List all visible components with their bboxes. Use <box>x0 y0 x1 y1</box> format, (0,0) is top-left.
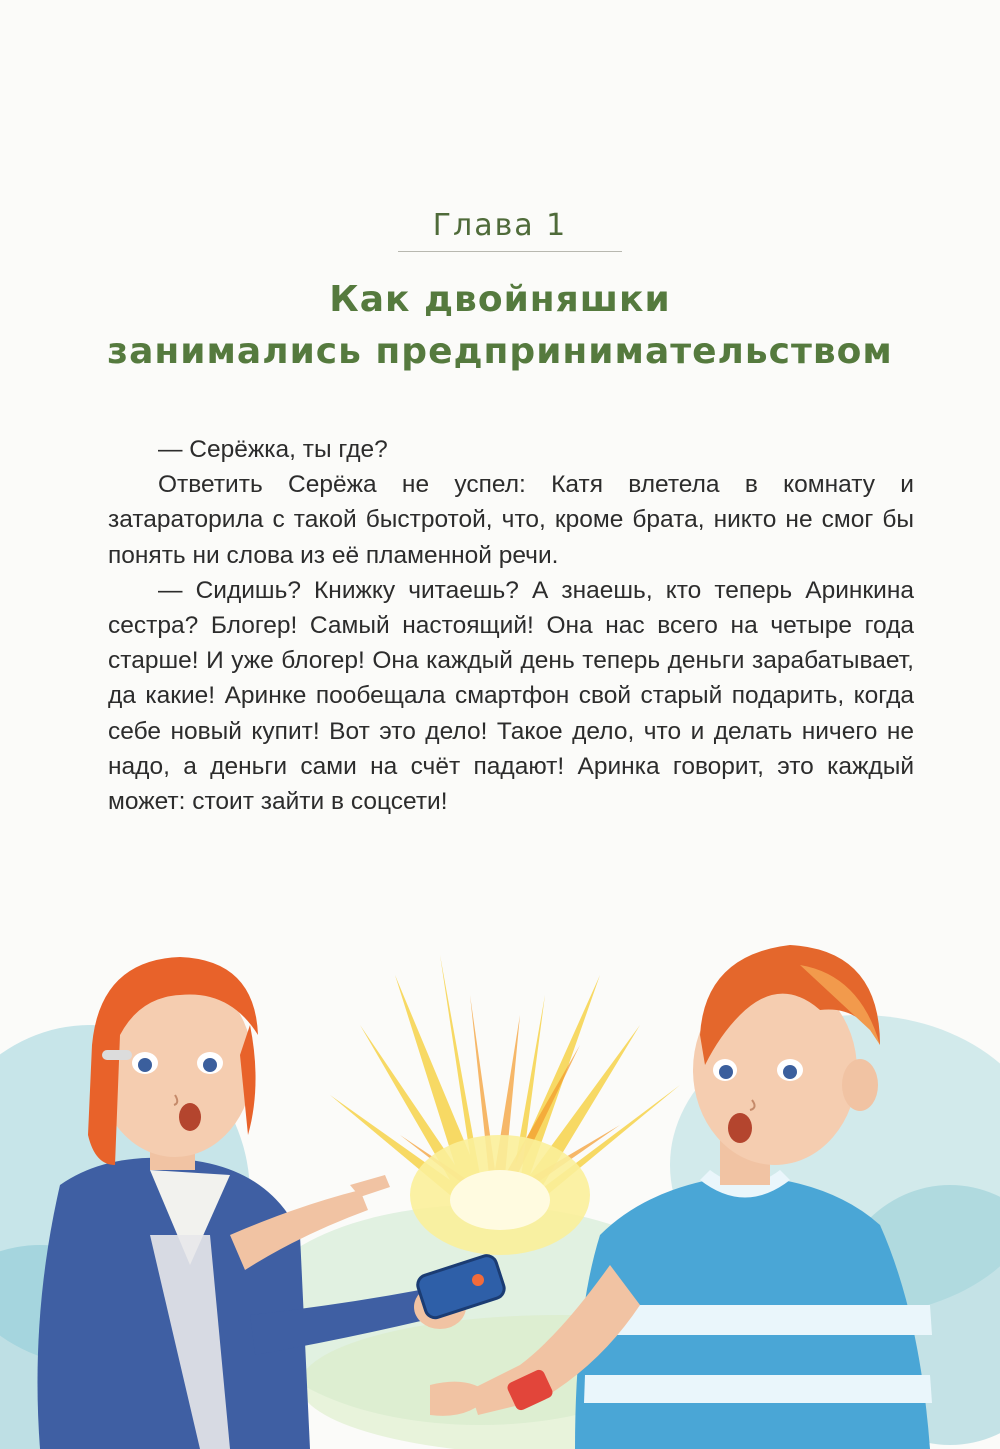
twins-illustration <box>0 935 1000 1449</box>
story-text <box>108 432 914 819</box>
chapter-title <box>0 274 1000 378</box>
chapter-title-line-1: Как двойняшки <box>329 279 671 320</box>
light-burst <box>330 955 680 1255</box>
paragraph-1: — Серёжка, ты где? <box>158 436 388 463</box>
paragraph-3: — Сидишь? Книжку читаешь? А знаешь, кто теперь Аринкина сестра? Блогер! Самый настоящий! Она нас всего на четыре года старше! И уже блогер! Она каждый день теперь деньги зарабатывает, да какие! Аринке пообещала смартфон свой старый подарить, когда себе новый купит! Вот это дело! Такое дело, что и делать ничего не надо, а деньги сами на счёт падают! Аринка говорит, это каждый может: стоит зайти в соцсети! <box>108 576 914 816</box>
chapter-label: Глава 1 <box>432 208 568 243</box>
paragraph-2: Ответить Серёжа не успел: Катя влетела в комнату и затараторила с такой быстротой, что, кроме брата, никто не смог бы понять ни слова из её пламенной речи. <box>108 471 914 569</box>
chapter-title-line-2: занимались предпринимательством <box>107 331 893 372</box>
chapter-divider <box>398 251 622 252</box>
